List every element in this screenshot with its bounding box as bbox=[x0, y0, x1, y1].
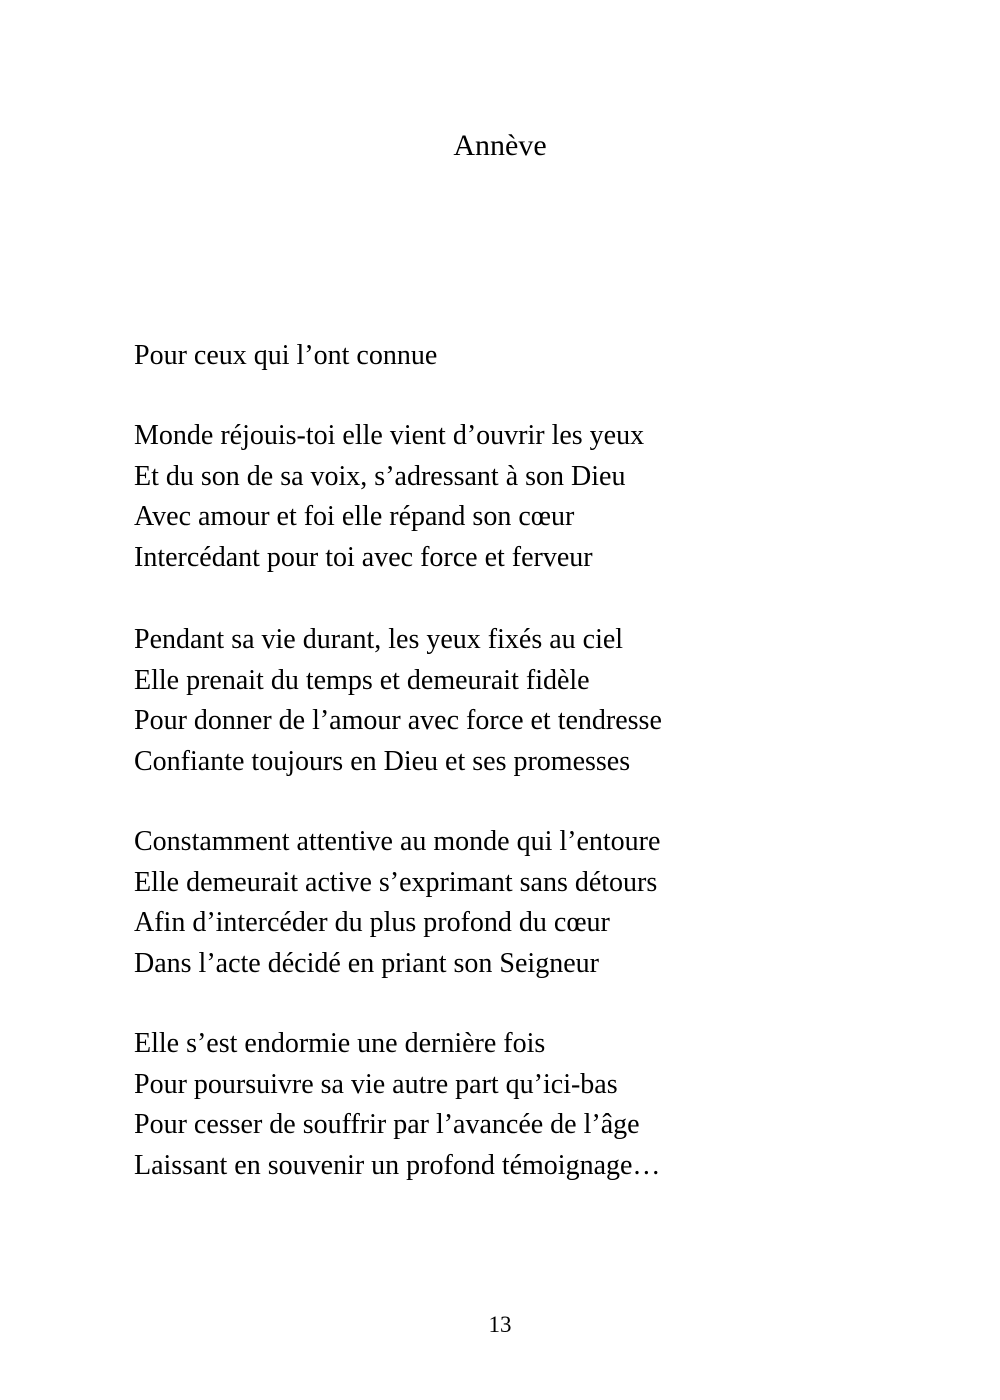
verse-line: Et du son de sa voix, s’adressant à son Dieu bbox=[134, 460, 626, 492]
stanza-4 bbox=[134, 1024, 660, 1186]
verse-line: Elle demeurait active s’exprimant sans détours bbox=[134, 866, 658, 898]
verse-line: Pour poursuivre sa vie autre part qu’ici-bas bbox=[134, 1068, 618, 1100]
verse-line: Pour cesser de souffrir par l’avancée de l’âge bbox=[134, 1109, 640, 1141]
verse-line: Elle s’est endormie une dernière fois bbox=[134, 1028, 546, 1059]
verse-line: Intercédant pour toi avec force et ferveur bbox=[134, 541, 593, 573]
dedication: Pour ceux qui l’ont connue bbox=[134, 340, 438, 371]
verse-line: Afin d’intercéder du plus profond du cœur bbox=[134, 907, 610, 939]
verse-line: Elle prenait du temps et demeurait fidèle bbox=[134, 664, 590, 696]
page-number: 13 bbox=[488, 1312, 512, 1337]
verse-line: Pendant sa vie durant, les yeux fixés au ciel bbox=[134, 624, 624, 655]
poem-title: Annève bbox=[453, 129, 547, 162]
stanza-1 bbox=[134, 416, 644, 578]
stanza-2 bbox=[134, 620, 662, 782]
stanza-3 bbox=[134, 822, 660, 984]
verse-line: Monde réjouis-toi elle vient d’ouvrir les yeux bbox=[134, 420, 645, 451]
verse-line: Laissant en souvenir un profond témoignage… bbox=[134, 1149, 661, 1181]
verse-line: Pour donner de l’amour avec force et tendresse bbox=[134, 705, 662, 737]
verse-line: Constamment attentive au monde qui l’entoure bbox=[134, 826, 661, 857]
verse-line: Confiante toujours en Dieu et ses promesses bbox=[134, 745, 631, 777]
verse-line: Avec amour et foi elle répand son cœur bbox=[134, 501, 575, 533]
verse-line: Dans l’acte décidé en priant son Seigneur bbox=[134, 947, 599, 979]
